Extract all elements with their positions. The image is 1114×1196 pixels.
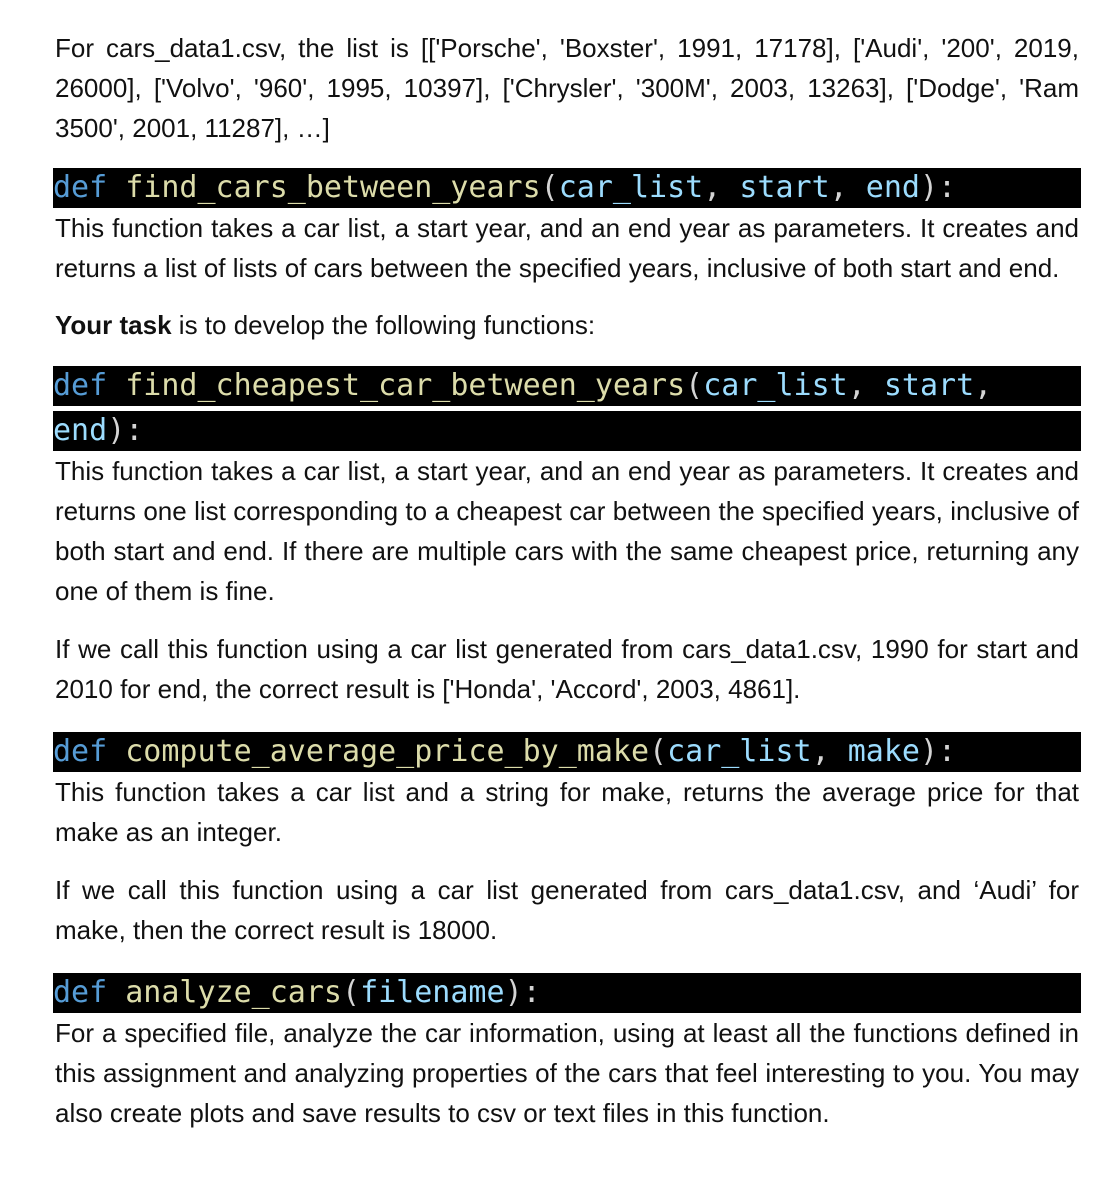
param-car-list: car_list (667, 734, 812, 769)
intro-paragraph: For cars_data1.csv, the list is [['Porsche', 'Boxster', 1991, 17178], ['Audi', '200', 2019, 26000], ['Volvo', '960', 1995, 10397], ['Chrysler', '300M', 2003, 13263], ['Dodge', 'Ram 3500', 2001, 11287], …] (55, 33, 1079, 143)
comma: , (847, 368, 884, 403)
open-paren: ( (540, 170, 559, 205)
code-signature-find-cars-between-years (53, 168, 1081, 208)
assignment-document (55, 28, 1079, 1133)
def-keyword: def (53, 734, 108, 769)
param-start: start (883, 368, 975, 403)
function-name: find_cars_between_years (125, 170, 541, 205)
function-name: compute_average_price_by_make (125, 734, 650, 769)
find-cars-between-years-section (55, 168, 1079, 288)
close-paren: ): (919, 170, 957, 205)
comma: , (811, 734, 848, 769)
open-paren: ( (342, 975, 361, 1010)
task-bold: Your task (55, 310, 172, 340)
open-paren: ( (649, 734, 668, 769)
comma: , (974, 368, 993, 403)
def-keyword: def (53, 368, 108, 403)
param-car-list: car_list (703, 368, 848, 403)
param-car-list: car_list (558, 170, 704, 205)
close-paren: ): (919, 734, 957, 769)
function-example: If we call this function using a car list generated from cars_data1.csv, 1990 for start and 2010 for end, the correct result is ['Honda', 'Accord', 2003, 4861]. (55, 634, 1079, 704)
code-signature-analyze-cars (53, 973, 1081, 1013)
code-signature-find-cheapest-line1 (53, 366, 1081, 406)
close-paren: ): (107, 413, 144, 448)
function-description: For a specified file, analyze the car information, using at least all the functions defined in this assignment and analyzing properties of the cars that feel interesting to you. You may also create plots and save results to csv or text files in this function. (55, 1018, 1079, 1128)
function-example: If we call this function using a car list generated from cars_data1.csv, and ‘Audi’ for make, then the correct result is 18000. (55, 875, 1079, 945)
task-intro (55, 305, 1079, 345)
task-rest: is to develop the following functions: (171, 310, 596, 340)
param-make: make (847, 734, 920, 769)
comma: , (703, 170, 740, 205)
function-description: This function takes a car list and a string for make, returns the average price for that make as an integer. (55, 777, 1079, 847)
param-filename: filename (360, 975, 505, 1010)
def-keyword: def (53, 975, 108, 1010)
code-signature-find-cheapest-line2 (53, 411, 1081, 451)
code-signature-compute-average-price (53, 732, 1081, 772)
comma: , (829, 170, 866, 205)
param-start: start (739, 170, 830, 205)
close-paren: ): (504, 975, 541, 1010)
param-end: end (865, 170, 920, 205)
find-cheapest-car-section (55, 366, 1079, 709)
compute-average-price-section (55, 732, 1079, 950)
function-description: This function takes a car list, a start year, and an end year as parameters. It creates and returns a list of lists of cars between the specified years, inclusive of both start and end. (55, 213, 1079, 283)
def-keyword: def (53, 170, 108, 205)
param-end: end (53, 413, 108, 448)
open-paren: ( (685, 368, 704, 403)
analyze-cars-section (55, 973, 1079, 1133)
function-description: This function takes a car list, a start year, and an end year as parameters. It creates and returns one list corresponding to a cheapest car between the specified years, inclusive of both start and end. If there are multiple cars with the same cheapest price, returning any one of them is fine. (55, 456, 1079, 606)
function-name: find_cheapest_car_between_years (125, 368, 686, 403)
function-name: analyze_cars (125, 975, 342, 1010)
